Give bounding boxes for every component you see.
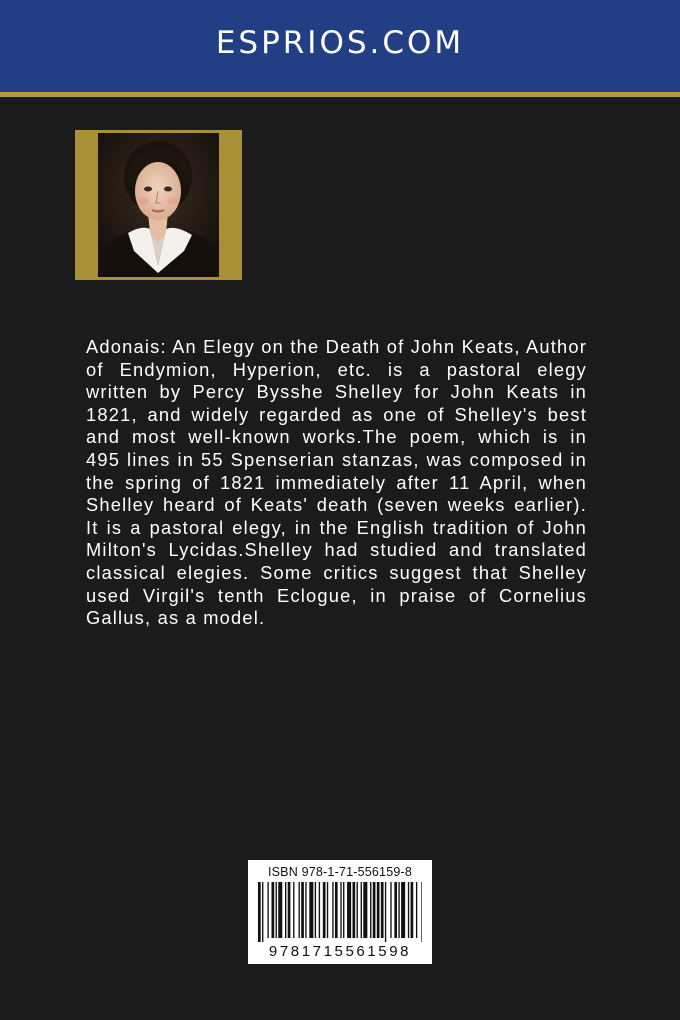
barcode-bar [309, 882, 313, 938]
barcode-bar [373, 882, 376, 938]
barcode-bar [305, 882, 306, 938]
barcode-bar [276, 882, 277, 938]
barcode-bar [347, 882, 351, 938]
barcode-icon [258, 882, 422, 942]
barcode-bar [258, 882, 261, 942]
barcode-bar [353, 882, 356, 938]
publisher-name: ESPRIOS.COM [215, 25, 465, 61]
barcode-bar [381, 882, 384, 938]
barcode-bar [299, 882, 300, 938]
gold-divider [0, 92, 680, 97]
barcode-bar [315, 882, 316, 938]
barcode-bar [361, 882, 362, 938]
isbn-barcode [248, 860, 432, 964]
barcode-bar [285, 882, 286, 938]
portrait-illustration [98, 133, 219, 277]
portrait-frame [75, 130, 242, 280]
barcode-bar [340, 882, 341, 938]
barcode-bar [267, 882, 268, 938]
barcode-bar [327, 882, 328, 938]
publisher-header [0, 0, 680, 92]
barcode-bar [335, 882, 338, 938]
portrait-image [98, 133, 219, 277]
barcode-bar [293, 882, 294, 938]
barcode-bar [385, 882, 386, 942]
barcode-bar [394, 882, 397, 938]
book-description: Adonais: An Elegy on the Death of John Keats, Author of Endymion, Hyperion, etc. is a pastoral elegy written by Percy Bysshe Shelley for John Keats in 1821, and widely regarded as one of Shelley's best and most well-known works.The poem, which is in 495 lines in 55 Spenserian stanzas, was composed in the spring of 1821 immediately after 11 April, when Shelley heard of Keats' death (seven weeks earlier). It is a pastoral elegy, in the English tradition of John Milton's Lycidas.Shelley had studied and translated classical elegies. Some critics suggest that Shelley used Virgil's tenth Eclogue, in praise of Cornelius Gallus, as a model. [86, 336, 587, 629]
barcode-bar [262, 882, 263, 942]
barcode-bar [332, 882, 333, 938]
barcode-bar [408, 882, 409, 938]
barcode-bar [411, 882, 414, 938]
barcode-bar [323, 882, 326, 938]
barcode-bar [370, 882, 371, 938]
barcode-bar [421, 882, 422, 942]
barcode-bar [272, 882, 275, 938]
barcode-bar [288, 882, 291, 938]
barcode-bar [301, 882, 304, 938]
barcode-bar [398, 882, 399, 938]
barcode-bar [401, 882, 405, 938]
barcode-bar [377, 882, 380, 938]
barcode-bar [343, 882, 344, 938]
isbn-label: ISBN 978-1-71-556159-8 [267, 865, 413, 879]
barcode-bar [278, 882, 282, 938]
barcode-bar [357, 882, 358, 938]
barcode-bar [363, 882, 367, 938]
barcode-bar [390, 882, 391, 938]
barcode-bar [319, 882, 320, 938]
barcode-bar [416, 882, 417, 938]
barcode-digits: 9781715561598 [268, 943, 412, 960]
